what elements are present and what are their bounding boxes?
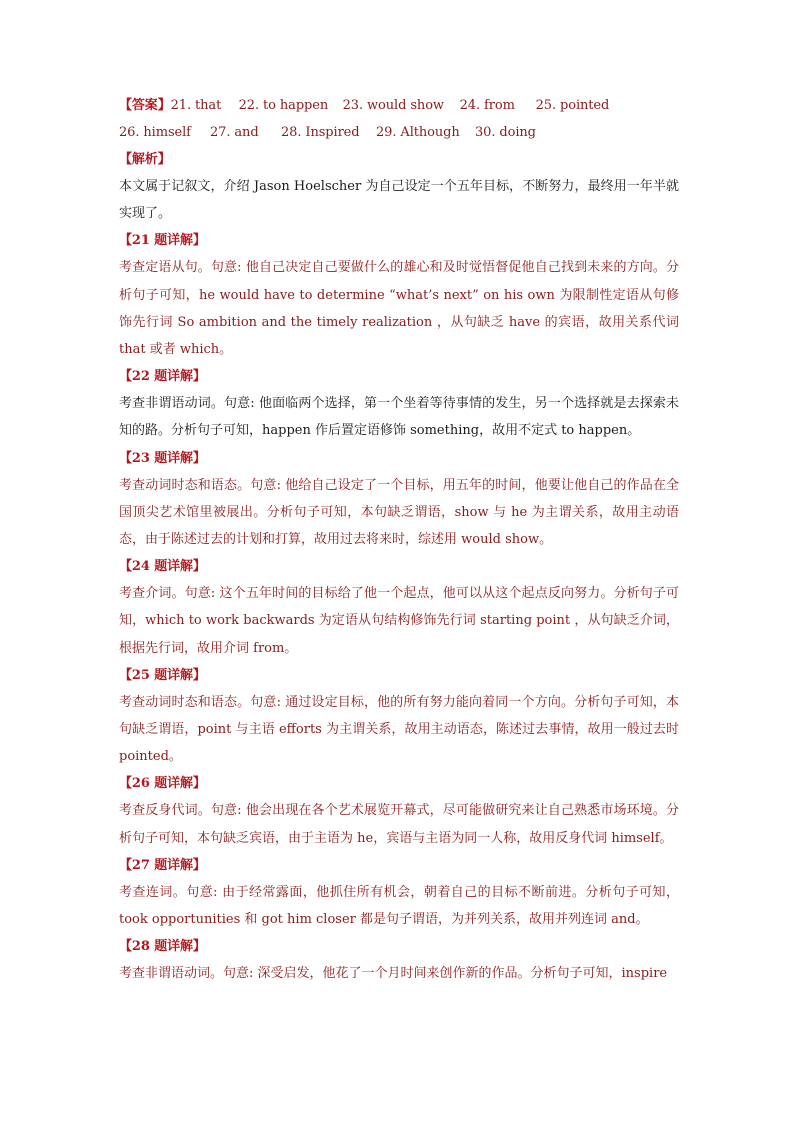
answer-label: 【答案】 — [119, 98, 171, 113]
explanation-heading: 【28 题详解】 — [119, 939, 206, 955]
explanation-heading: 【25 题详解】 — [119, 667, 206, 683]
answer-item: 22. to happen — [238, 98, 329, 113]
answer-item: 26. himself — [119, 125, 191, 140]
explanation-23 — [119, 445, 679, 554]
analysis-text: 本文属于记叙文，介绍 Jason Hoelscher 为自己设定一个五年目标，不断努力，最终用一年半就实现了。 — [119, 179, 679, 222]
answer-item: 23. would show — [342, 98, 444, 113]
answer-item: 27. and — [210, 125, 259, 140]
explanation-heading: 【21 题详解】 — [119, 233, 206, 249]
document-page — [119, 92, 679, 987]
analysis-heading: 【解析】 — [119, 152, 171, 167]
explanation-25 — [119, 662, 679, 771]
answer-item: 24. from — [459, 98, 515, 113]
explanation-21 — [119, 227, 679, 363]
explanation-text: 考查定语从句。句意: 他自己决定自己要做什么的雄心和及时觉悟督促他自己找到未来的方向。分析句子可知，he would have to determine “what’s next” on his own 为限制性定语从句修饰先行词 So ambition and the timely realization ，从句缺乏 have 的宾语，故用关系代词 that 或者 which。 — [119, 260, 679, 358]
explanation-text: 考查连词。句意: 由于经常露面，他抓住所有机会，朝着自己的目标不断前进。分析句子可知，took opportunities 和 got him closer 都是句子谓语，为并列关系，故用并列连词 and。 — [119, 884, 679, 928]
explanation-text: 考查非谓语动词。句意: 深受启发，他花了一个月时间来创作新的作品。分析句子可知，inspire — [119, 966, 668, 982]
answer-item: 25. pointed — [535, 98, 610, 113]
explanation-text: 考查动词时态和语态。句意: 他给自己设定了一个目标，用五年的时间，他要让他自己的作品在全国顶尖艺术馆里被展出。分析句子可知，本句缺乏谓语，show 与 he 为主谓关系，故用主动语态，由于陈述过去的计划和打算，故用过去将来时，综述用 would show。 — [119, 477, 679, 548]
explanation-heading: 【24 题详解】 — [119, 559, 206, 575]
explanation-24 — [119, 553, 679, 662]
answer-item: 30. doing — [475, 125, 536, 140]
explanation-text: 考查动词时态和语态。句意: 通过设定目标，他的所有努力能向着同一个方向。分析句子可知，本句缺乏谓语，point 与主语 efforts 为主谓关系，故用主动语态，陈述过去事情，故用一般过去时 pointed。 — [119, 694, 679, 765]
answer-item: 29. Although — [376, 125, 460, 140]
answer-item: 21. that — [170, 98, 222, 113]
explanation-26 — [119, 770, 679, 851]
answer-row-1 — [119, 92, 679, 119]
answer-item: 28. Inspired — [281, 125, 360, 140]
explanation-22 — [119, 363, 679, 444]
explanation-text: 考查反身代词。句意: 他会出现在各个艺术展览开幕式，尽可能做研究来让自己熟悉市场环境。分析句子可知，本句缺乏宾语，由于主语为 he，宾语与主语为同一人称，故用反身代词 himself。 — [119, 803, 679, 846]
explanation-28 — [119, 933, 679, 987]
explanation-27 — [119, 852, 679, 933]
explanation-text: 考查非谓语动词。句意: 他面临两个选择，第一个坐着等待事情的发生，另一个选择就是去探索未知的路。分析句子可知，happen 作后置定语修饰 something，故用不定式 to happen。 — [119, 396, 679, 439]
explanation-heading: 【23 题详解】 — [119, 450, 206, 466]
explanation-heading: 【27 题详解】 — [119, 857, 206, 873]
explanation-heading: 【22 题详解】 — [119, 369, 206, 385]
explanation-text: 考查介词。句意: 这个五年时间的目标给了他一个起点，他可以从这个起点反向努力。分析句子可知，which to work backwards 为定语从句结构修饰先行词 starting point ，从句缺乏介词，根据先行词，故用介词 from。 — [119, 586, 679, 656]
explanation-heading: 【26 题详解】 — [119, 776, 206, 792]
answer-row-2 — [119, 119, 679, 146]
